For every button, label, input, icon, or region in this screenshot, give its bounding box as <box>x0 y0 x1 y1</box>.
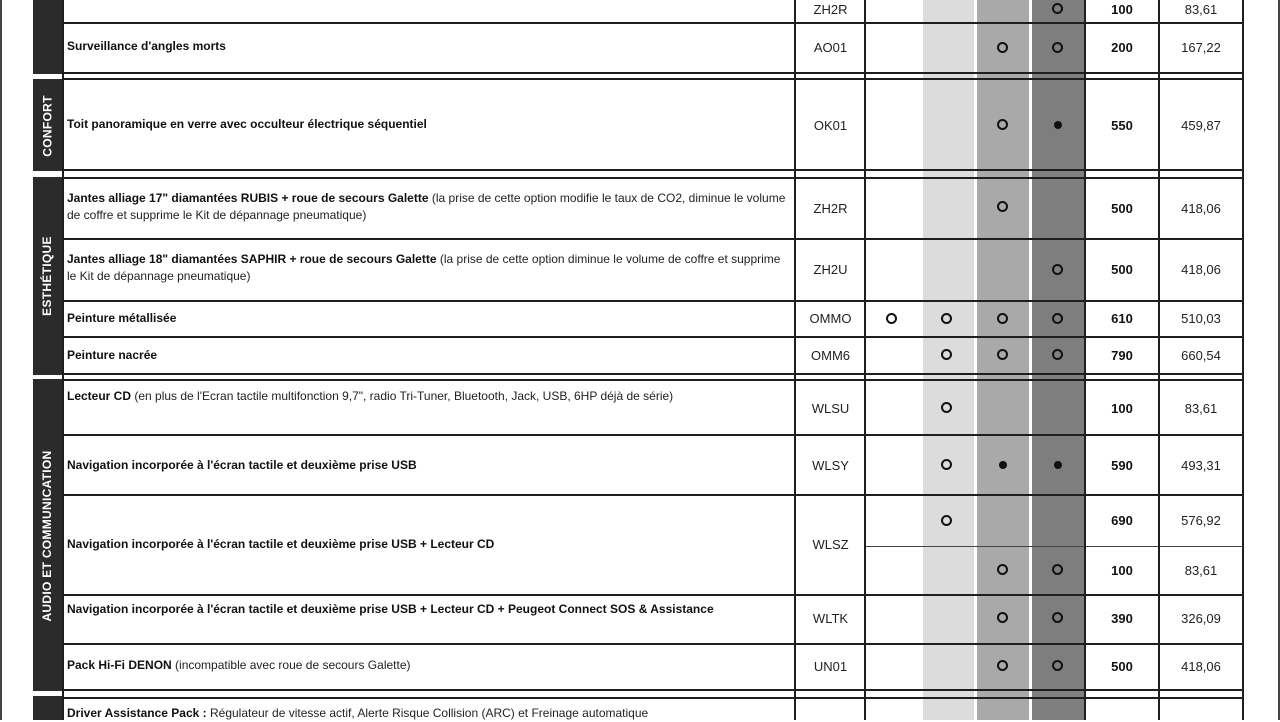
optional-circle-icon <box>1052 612 1063 623</box>
option-points: 610 <box>1111 311 1133 326</box>
option-description: Surveillance d'angles morts <box>67 39 226 53</box>
section-bar-audio <box>33 379 62 691</box>
optional-circle-icon <box>1052 660 1063 671</box>
optional-circle-icon <box>997 201 1008 212</box>
option-code: WLSY <box>812 458 849 473</box>
option-price: 576,92 <box>1181 513 1221 528</box>
page-left-edge <box>0 0 2 720</box>
section-bar-bottom <box>33 696 62 720</box>
option-description: Navigation incorporée à l'écran tactile et deuxième prise USB + Lecteur CD + Peugeot Connect SOS & Assistance <box>67 602 714 616</box>
trim-column-2-shade <box>923 0 974 720</box>
row-divider <box>63 379 1243 381</box>
option-points: 500 <box>1111 659 1133 674</box>
row-divider <box>63 22 1243 24</box>
option-price: 660,54 <box>1181 348 1221 363</box>
option-code: AO01 <box>813 40 848 55</box>
row-divider <box>63 494 1243 496</box>
option-code: OMMO <box>809 311 852 326</box>
optional-circle-icon <box>1052 264 1063 275</box>
option-code: ZH2R <box>813 201 848 216</box>
option-price: 459,87 <box>1181 118 1221 133</box>
row-divider <box>63 643 1243 645</box>
section-bar-top <box>33 0 62 74</box>
optional-circle-icon <box>1052 42 1063 53</box>
column-divider <box>1242 0 1244 720</box>
row-divider <box>63 78 1243 80</box>
row-divider <box>63 594 1243 596</box>
row-divider <box>63 434 1243 436</box>
column-divider <box>62 0 64 720</box>
optional-circle-icon <box>1052 564 1063 575</box>
section-label-confort: CONFORT <box>40 95 55 157</box>
optional-circle-icon <box>886 313 897 324</box>
option-description: Lecteur CD (en plus de l'Ecran tactile multifonction 9,7", radio Tri-Tuner, Bluetooth, Jack, USB, 6HP déjà de série) <box>67 389 674 403</box>
row-divider <box>63 169 1243 171</box>
option-points: 390 <box>1111 611 1133 626</box>
row-divider <box>63 689 1243 691</box>
option-description: Navigation incorporée à l'écran tactile et deuxième prise USB + Lecteur CD <box>67 537 495 551</box>
optional-circle-icon <box>997 313 1008 324</box>
row-divider <box>63 336 1243 338</box>
option-price: 510,03 <box>1181 311 1221 326</box>
section-label-audio: AUDIO ET COMMUNICATION <box>40 450 54 622</box>
optional-circle-icon <box>941 515 952 526</box>
optional-circle-icon <box>997 660 1008 671</box>
option-points: 100 <box>1111 2 1133 17</box>
option-price: 326,09 <box>1181 611 1221 626</box>
optional-circle-icon <box>941 349 952 360</box>
row-divider <box>63 697 1243 699</box>
option-description: Pack Hi-Fi DENON (incompatible avec roue de secours Galette) <box>67 658 411 672</box>
sub-row-divider <box>865 546 1243 547</box>
row-divider <box>63 373 1243 375</box>
option-points: 550 <box>1111 118 1133 133</box>
standard-dot-icon <box>1054 121 1062 129</box>
option-description: Toit panoramique en verre avec occulteur électrique séquentiel <box>67 117 427 131</box>
option-price-alt: 83,61 <box>1184 563 1218 578</box>
option-price: 83,61 <box>1184 401 1218 416</box>
standard-dot-icon <box>999 461 1007 469</box>
option-description: Jantes alliage 18" diamantées SAPHIR + roue de secours Galette (la prise de cette option diminue le volume de coffre et supprime le Kit de dépannage pneumatique) <box>67 252 781 283</box>
option-description: Peinture métallisée <box>67 311 177 325</box>
optional-circle-icon <box>941 402 952 413</box>
standard-dot-icon <box>1054 461 1062 469</box>
option-points: 200 <box>1111 40 1133 55</box>
option-code: ZH2R <box>813 2 848 17</box>
row-divider <box>63 72 1243 74</box>
option-price: 418,06 <box>1181 201 1221 216</box>
optional-circle-icon <box>1052 3 1063 14</box>
option-code: ZH2U <box>813 262 848 277</box>
option-code: WLSZ <box>812 537 849 552</box>
optional-circle-icon <box>997 119 1008 130</box>
option-description: Driver Assistance Pack : Régulateur de vitesse actif, Alerte Risque Collision (ARC) et Freinage automatique <box>67 706 649 720</box>
option-price: 167,22 <box>1181 40 1221 55</box>
option-points: 500 <box>1111 262 1133 277</box>
option-points: 790 <box>1111 348 1133 363</box>
option-description: Jantes alliage 17" diamantées RUBIS + roue de secours Galette (la prise de cette option modifie le taux de CO2, diminue le volume de coffre et supprime le Kit de dépannage pneumatique) <box>67 191 786 222</box>
optional-circle-icon <box>997 564 1008 575</box>
row-divider <box>63 300 1243 302</box>
optional-circle-icon <box>1052 313 1063 324</box>
option-code: OK01 <box>813 118 848 133</box>
optional-circle-icon <box>941 459 952 470</box>
optional-circle-icon <box>1052 349 1063 360</box>
row-divider <box>63 238 1243 240</box>
option-code: WLTK <box>812 611 849 626</box>
option-code: OMM6 <box>811 348 850 363</box>
option-points-alt: 100 <box>1111 563 1133 578</box>
option-points: 500 <box>1111 201 1133 216</box>
option-code: WLSU <box>811 401 850 416</box>
option-description: Navigation incorporée à l'écran tactile et deuxième prise USB <box>67 458 417 472</box>
row-divider <box>63 177 1243 179</box>
column-divider <box>864 0 866 720</box>
optional-circle-icon <box>997 42 1008 53</box>
option-description: Peinture nacrée <box>67 348 158 362</box>
option-price: 493,31 <box>1181 458 1221 473</box>
option-price: 418,06 <box>1181 262 1221 277</box>
option-points: 590 <box>1111 458 1133 473</box>
optional-circle-icon <box>997 349 1008 360</box>
option-points: 100 <box>1111 401 1133 416</box>
option-price: 83,61 <box>1184 2 1218 17</box>
optional-circle-icon <box>941 313 952 324</box>
option-code: UN01 <box>813 659 848 674</box>
optional-circle-icon <box>997 612 1008 623</box>
option-points: 690 <box>1111 513 1133 528</box>
column-divider <box>794 0 796 720</box>
section-bar-esthetique <box>33 177 62 375</box>
section-bar-confort <box>33 79 62 171</box>
section-label-esthetique: ESTHÉTIQUE <box>40 236 54 316</box>
option-price: 418,06 <box>1181 659 1221 674</box>
